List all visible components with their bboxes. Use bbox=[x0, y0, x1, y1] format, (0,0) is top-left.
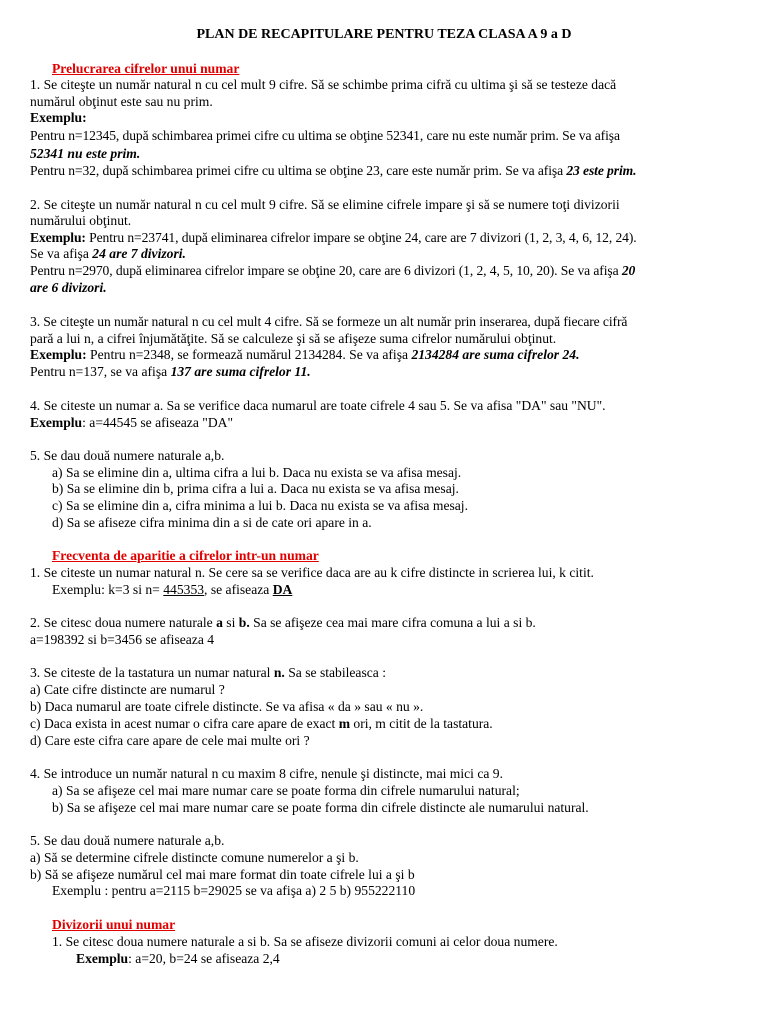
divisors-1-text: 1. Se citesc doua numere naturale a si b. Sa se afiseze divizorii comuni ai celor doua numere. bbox=[52, 934, 558, 949]
section-heading-digits: Prelucrarea cifrelor unui numar bbox=[52, 61, 240, 76]
frequency-1-text: 1. Se citeste un numar natural n. Se cere sa se verifice daca are au k cifre distincte in scrierea lui, k citit. bbox=[30, 565, 594, 580]
section-heading-divisors: Divizorii unui numar bbox=[52, 917, 176, 932]
problem-5-item-a: a) Sa se elimine din a, ultima cifra a lui b. Daca nu exista se va afisa mesaj. bbox=[52, 465, 462, 480]
frequency-5-text: 5. Se dau două numere naturale a,b. bbox=[30, 833, 225, 848]
problem-1-text: 1. Se citeşte un număr natural n cu cel mult 9 cifre. Să se schimbe prima cifră cu ultima şi să se testeze dacă bbox=[30, 77, 617, 92]
page-title: PLAN DE RECAPITULARE PENTRU TEZA CLASA A 9 a D bbox=[196, 27, 572, 42]
problem-3-text-cont: pară a lui n, a cifrei înjumătăţite. Să se calculeze şi să se afişeze suma cifrelor numărului obţinut. bbox=[30, 331, 557, 346]
problem-3-example-2: Pentru n=137, se va afişa 137 are suma cifrelor 11. bbox=[30, 364, 311, 379]
problem-3-example: Exemplu: Pentru n=2348, se formează numărul 2134284. Se va afişa 2134284 are suma cifrelor 24. bbox=[30, 347, 580, 362]
section-heading-frequency: Frecventa de aparitie a cifrelor intr-un numar bbox=[52, 548, 319, 563]
problem-2-example: Exemplu: Pentru n=23741, după eliminarea cifrelor impare se obţine 24, care are 7 divizori (1, 2, 3, 4, 6, 12, 24). bbox=[30, 230, 637, 245]
frequency-3-item-a: a) Cate cifre distincte are numarul ? bbox=[30, 682, 225, 697]
problem-5-text: 5. Se dau două numere naturale a,b. bbox=[30, 448, 225, 463]
divisors-1-example: Exemplu: a=20, b=24 se afiseaza 2,4 bbox=[76, 951, 280, 966]
frequency-1-example: Exemplu: k=3 si n= 445353, se afiseaza DA bbox=[52, 582, 293, 597]
problem-5-item-c: c) Sa se elimine din a, cifra minima a lui b. Daca nu exista se va afisa mesaj. bbox=[52, 498, 468, 513]
frequency-2-example: a=198392 si b=3456 se afiseaza 4 bbox=[30, 632, 215, 647]
problem-1-output: 52341 nu este prim. bbox=[30, 146, 141, 161]
problem-5-item-d: d) Sa se afiseze cifra minima din a si de cate ori apare in a. bbox=[52, 515, 372, 530]
frequency-3-item-b: b) Daca numarul are toate cifrele distincte. Se va afisa « da » sau « nu ». bbox=[30, 699, 424, 714]
problem-1-text-cont: numărul obţinut este sau nu prim. bbox=[30, 94, 213, 109]
frequency-3-item-d: d) Care este cifra care apare de cele mai multe ori ? bbox=[30, 733, 310, 748]
frequency-3-text: 3. Se citeste de la tastatura un numar natural n. Sa se stabileasca : bbox=[30, 665, 386, 680]
problem-1-example-2: Pentru n=32, după schimbarea primei cifre cu ultima se obţine 23, care este număr prim. Se va afişa 23 este prim. bbox=[30, 163, 637, 178]
problem-4-text: 4. Se citeste un numar a. Sa se verifice daca numarul are toate cifrele 4 sau 5. Se va afisa "DA" sau "NU". bbox=[30, 398, 606, 413]
problem-2-output: Se va afişa 24 are 7 divizori. bbox=[30, 246, 186, 261]
frequency-4-text: 4. Se introduce un număr natural n cu maxim 8 cifre, nenule şi distincte, mai mici ca 9. bbox=[30, 766, 504, 781]
problem-4-example: Exemplu: a=44545 se afiseaza "DA" bbox=[30, 415, 233, 430]
problem-2-output-2: are 6 divizori. bbox=[30, 280, 107, 295]
frequency-2-text: 2. Se citesc doua numere naturale a si b. Sa se afişeze cea mai mare cifra comuna a lui a si b. bbox=[30, 615, 536, 630]
problem-1-example: Pentru n=12345, după schimbarea primei cifre cu ultima se obţine 52341, care nu este număr prim. Se va afişa bbox=[30, 128, 620, 143]
frequency-3-item-c: c) Daca exista in acest numar o cifra care apare de exact m ori, m citit de la tastatura. bbox=[30, 716, 493, 731]
problem-3-text: 3. Se citeşte un număr natural n cu cel mult 4 cifre. Să se formeze un alt număr prin inserarea, după fiecare cifră bbox=[30, 314, 628, 329]
problem-2-example-2: Pentru n=2970, după eliminarea cifrelor impare se obţine 20, care are 6 divizori (1, 2, 4, 5, 10, 20). Se va afişa 20 bbox=[30, 263, 636, 278]
problem-2-text: 2. Se citeşte un număr natural n cu cel mult 9 cifre. Să se elimine cifrele impare şi să se numere toţi divizorii bbox=[30, 197, 620, 212]
frequency-5-item-b: b) Să se afişeze numărul cel mai mare format din toate cifrele lui a şi b bbox=[30, 867, 415, 882]
example-label: Exemplu: bbox=[30, 110, 87, 125]
problem-5-item-b: b) Sa se elimine din b, prima cifra a lui a. Daca nu exista se va afisa mesaj. bbox=[52, 481, 459, 496]
problem-2-text-cont: numărului obţinut. bbox=[30, 213, 132, 228]
frequency-4-item-a: a) Sa se afişeze cel mai mare numar care se poate forma din cifrele numarului natural; bbox=[52, 783, 520, 798]
frequency-5-example: Exemplu : pentru a=2115 b=29025 se va afişa a) 2 5 b) 955222110 bbox=[52, 883, 416, 898]
frequency-5-item-a: a) Să se determine cifrele distincte comune numerelor a şi b. bbox=[30, 850, 359, 865]
frequency-4-item-b: b) Sa se afişeze cel mai mare numar care se poate forma din cifrele distincte ale numarului natural. bbox=[52, 800, 589, 815]
